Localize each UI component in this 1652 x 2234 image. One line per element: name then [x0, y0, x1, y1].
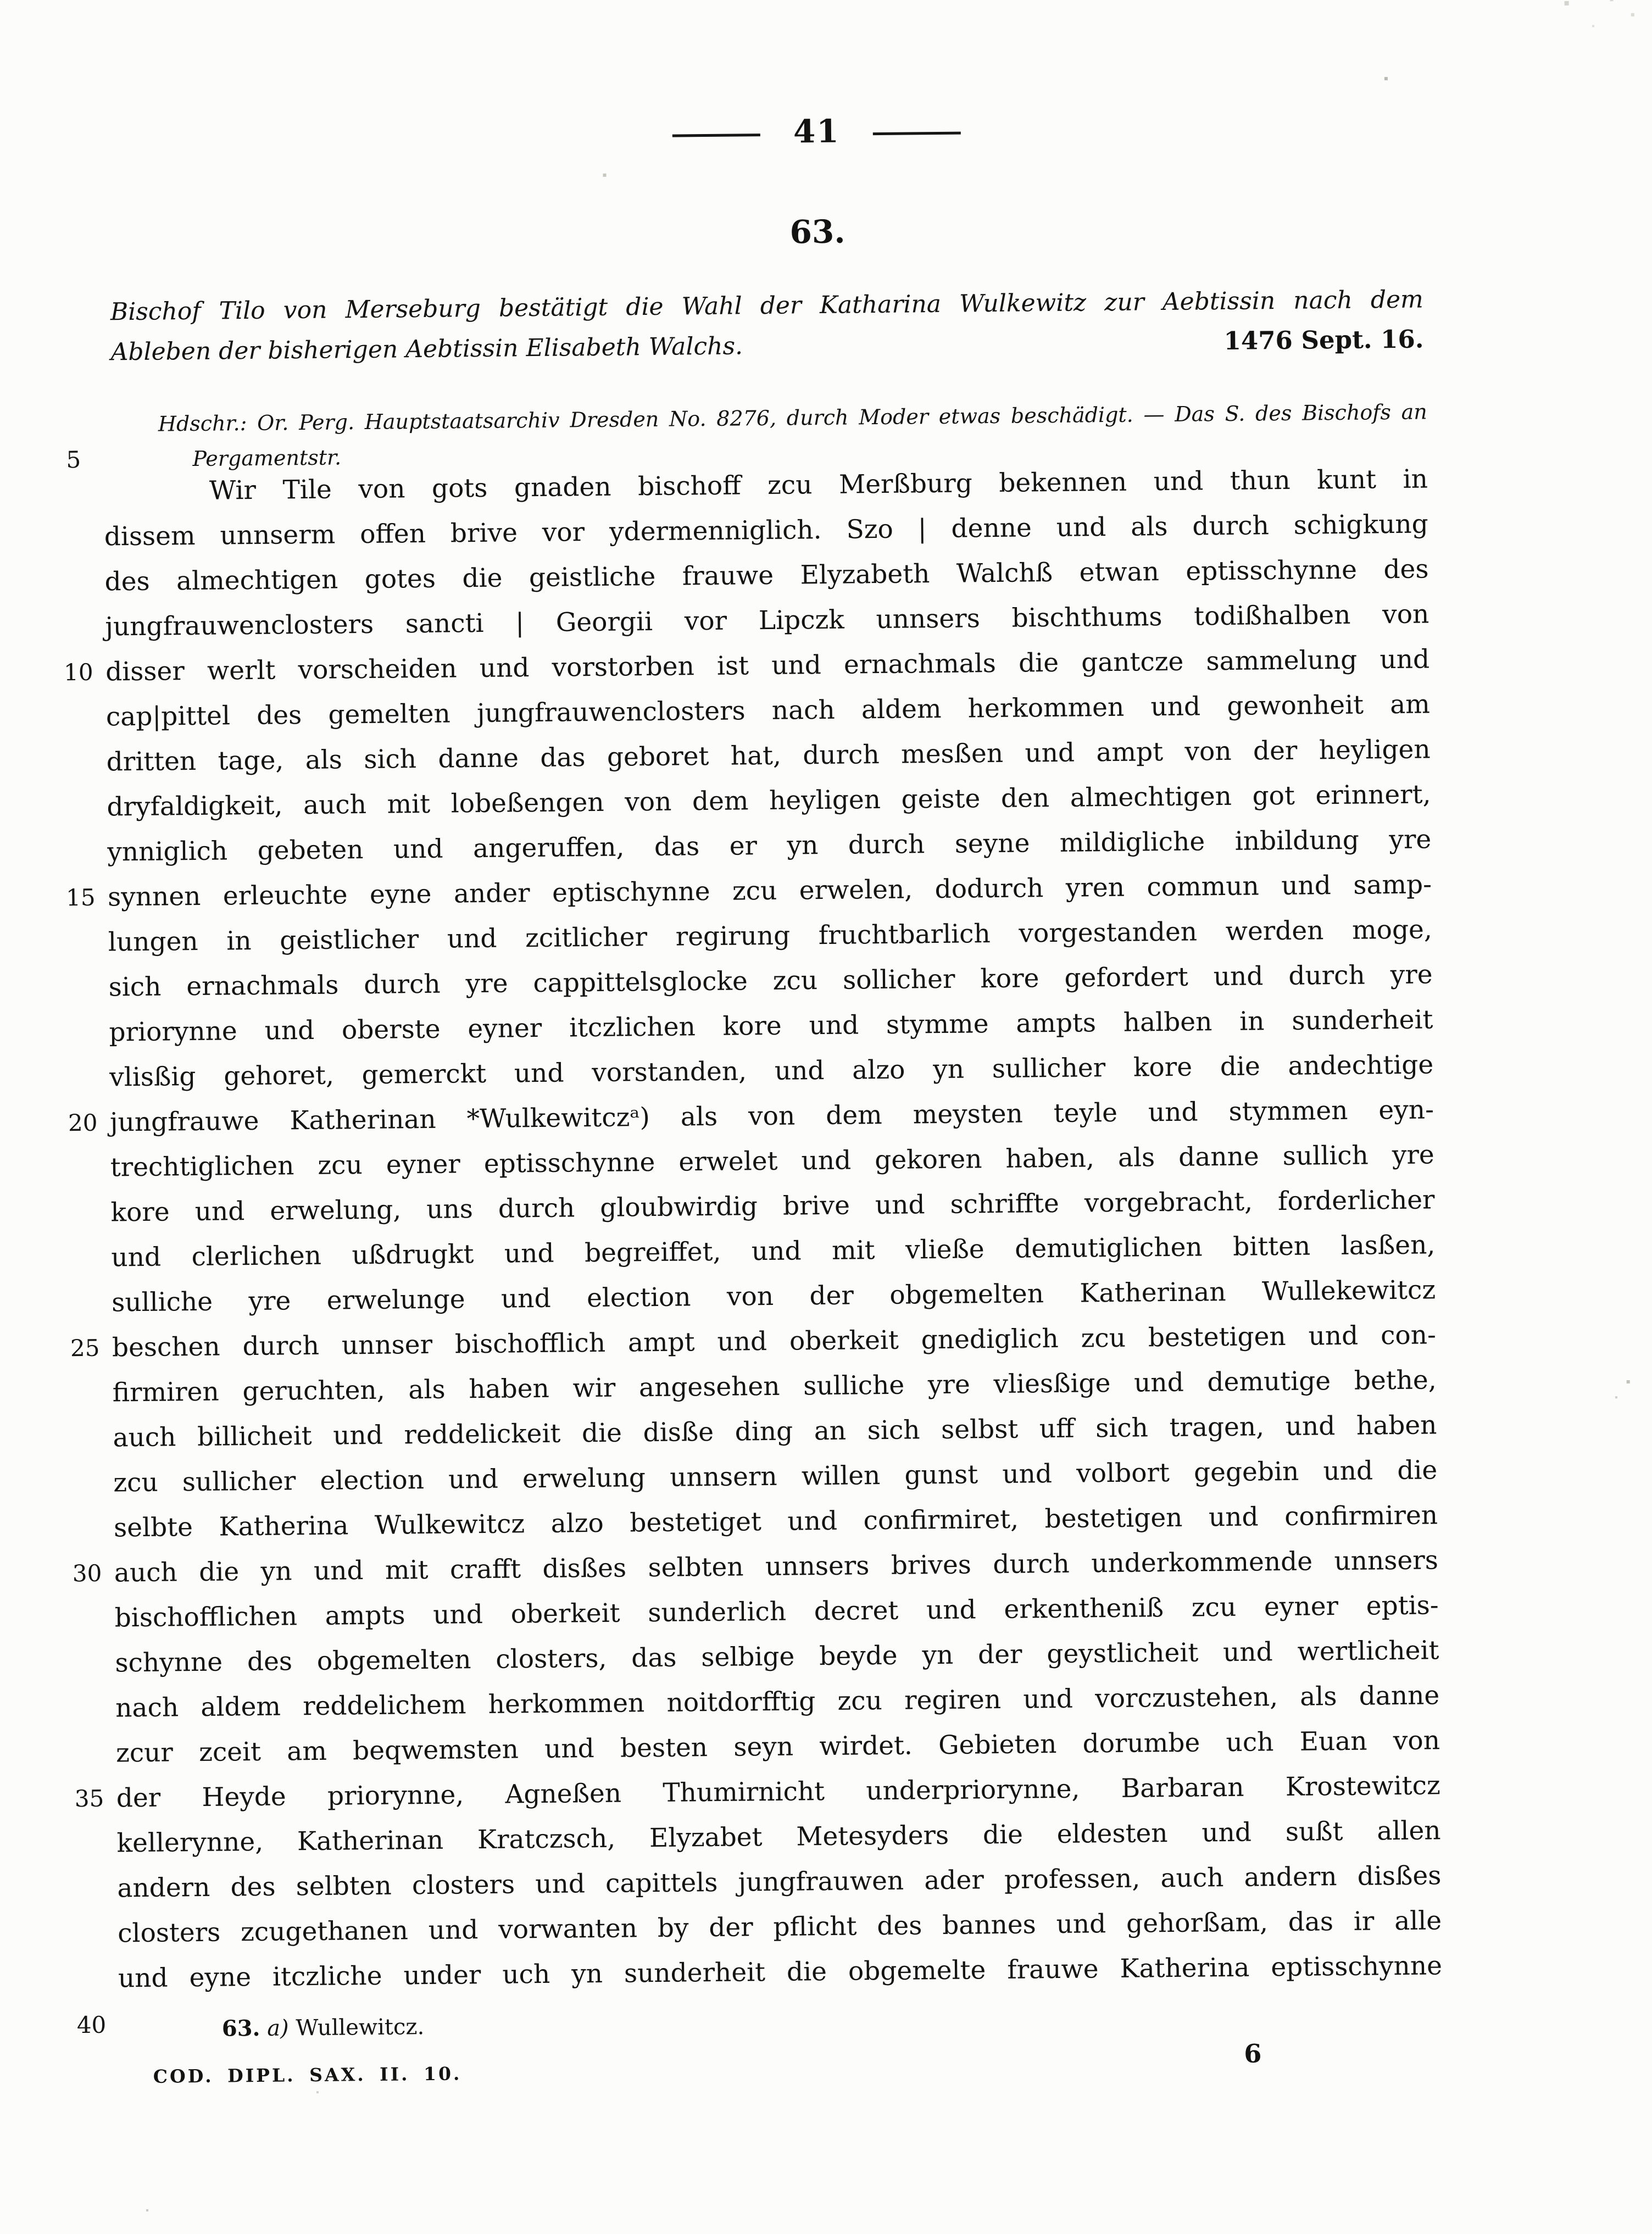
source-line-2: Pergamentstr.	[192, 445, 342, 471]
body-line-text: auch die yn und mit crafft disßes selbten unnsers brives durch underkommende unnsers	[114, 1545, 1439, 1588]
margin-line-number: 25	[70, 1334, 100, 1362]
margin-line-number: 20	[68, 1109, 98, 1137]
footnote	[76, 2004, 1443, 2042]
body-line-text: bischofflichen ampts und oberkeit sunderlich decret und erkentheniß zcu eyner eptis-	[114, 1590, 1439, 1633]
body-line-text: ynniglich gebeten und angeruffen, das er yn durch seyne mildigliche inbildung yre	[107, 824, 1432, 868]
body-line-text: dritten tage, als sich danne das geboret hat, durch mesßen und ampt von der heyligen	[106, 734, 1431, 777]
source-margin-line-number: 5	[66, 446, 81, 474]
footnote-entry-number: 63.	[221, 2015, 260, 2042]
body-line-text: cap|pittel des gemelten jungfrauwenclosters nach aldem herkommen und gewonheit am	[105, 689, 1431, 732]
footnote-letter: a)	[266, 2015, 289, 2041]
body-line-text: jungfrauwenclosters sancti | Georgii vor Lipczk unnsers bischthums todißhalben von	[105, 599, 1429, 642]
margin-line-number: 30	[72, 1559, 102, 1587]
margin-line-number: 15	[65, 883, 96, 912]
body-line-text: dryfaldigkeit, auch mit lobeßengen von dem heyligen geiste den almechtigen got erinnert,	[107, 779, 1431, 823]
footnote-line	[222, 2004, 1443, 2041]
body-line-text: trechtiglichen zcu eyner eptisschynne erwelet und gekoren haben, als danne sullich yre	[110, 1140, 1434, 1183]
charter-text	[63, 457, 1443, 2001]
body-line-text: kore und erwelung, uns durch gloubwirdig brive und schriffte vorgebracht, forderlicher	[110, 1185, 1435, 1228]
body-line-text: selbte Katherina Wulkewitcz alzo bestetiget und confirmiret, bestetigen und confirmiren	[113, 1500, 1438, 1543]
body-line-text: nach aldem reddelichem herkommen noitdorfftig zcu regiren und vorczustehen, als danne	[115, 1680, 1440, 1724]
regest-line-2-text: Ableben der bisherigen Aebtissin Elisabeth Walchs.	[110, 332, 743, 366]
footer-series-title: COD. DIPL. SAX. II. 10.	[153, 2063, 462, 2087]
page-number: 41	[793, 112, 840, 151]
body-line-text: priorynne und oberste eyner itczlichen kore und stymme ampts halben in sunderheit	[109, 1004, 1433, 1048]
body-line-text: jungfrauwe Katherinan *Wulkewitczᵃ) als von dem meysten teyle und stymmen eyn-	[109, 1094, 1434, 1138]
margin-line-number: 35	[74, 1785, 104, 1813]
body-line-text: zcur zceit am beqwemsten und besten seyn wirdet. Gebieten dorumbe uch Euan von	[115, 1725, 1440, 1769]
body-line-text: kellerynne, Katherinan Kratczsch, Elyzabet Metesyders die eldesten und sußt allen	[116, 1815, 1441, 1859]
margin-line-number: 10	[63, 658, 93, 686]
body-line-text: disser werlt vorscheiden und vorstorben ist und ernachmals die gantcze sammelung und	[105, 644, 1430, 687]
body-line-text: der Heyde priorynne, Agneßen Thumirnicht underpriorynne, Barbaran Krostewitcz	[116, 1770, 1440, 1814]
body-line-text: auch billicheit und reddelickeit die disße ding an sich selbst uff sich tragen, und haben	[113, 1410, 1437, 1453]
regest-date: 1476 Sept. 16.	[1223, 324, 1424, 355]
footnote-text: Wullewitcz.	[296, 2014, 425, 2041]
head-rule-left	[672, 134, 760, 137]
body-line-text: synnen erleuchte eyne ander eptischynne zcu erwelen, dodurch yren commun und samp-	[107, 869, 1432, 913]
body-line-text: sich ernachmals durch yre cappittelsglocke zcu sollicher kore gefordert und durch yre	[108, 959, 1433, 1003]
body-line-text: dissem unnserm offen brive vor ydermenniglich. Szo | denne und als durch schigkung	[104, 509, 1428, 552]
head-rule-right	[873, 131, 961, 135]
body-lines	[63, 457, 1443, 2001]
body-line-text: closters zcugethanen und vorwanten by der pflicht des bannes und gehorßam, das ir alle	[117, 1905, 1442, 1949]
footer-sheet-number: 6	[1244, 2038, 1262, 2069]
page-header	[0, 105, 1643, 158]
body-line-text: schynne des obgemelten closters, das selbige beyde yn der geystlicheit und wertlicheit	[115, 1635, 1439, 1679]
regest-line-1: Bischof Tilo von Merseburg bestätigt die Wahl der Katharina Wulkewitz zur Aebtissin nach dem	[110, 285, 1424, 326]
body-line-text: andern des selbten closters und capittels jungfrauwen ader professen, auch andern disßes	[117, 1860, 1442, 1904]
body-line-text: lungen in geistlicher und zcitlicher regirung fruchtbarlich vorgestanden werden moge,	[108, 914, 1433, 958]
body-line-text: vlisßig gehoret, gemerckt und vorstanden, und alzo yn sullicher kore die andechtige	[109, 1049, 1434, 1093]
body-line-text: und eyne itczliche under uch yn sunderheit die obgemelte frauwe Katherina eptisschynne	[118, 1950, 1443, 1994]
body-line-text: sulliche yre erwelunge und election von der obgemelten Katherinan Wullekewitcz	[111, 1275, 1436, 1318]
body-line-text: zcu sullicher election und erwelung unnsern willen gunst und volbort gegebin und die	[113, 1455, 1438, 1498]
source-line-1: Hdschr.: Or. Perg. Hauptstaatsarchiv Dresden No. 8276, durch Moder etwas beschädigt. — Das S. des Bischofs an	[158, 399, 1427, 436]
regest	[110, 280, 1424, 372]
body-line-text: und clerlichen ußdrugkt und begreiffet, und mit vließe demutiglichen bitten lasßen,	[111, 1230, 1436, 1273]
body-line-text: Wir Tile von gots gnaden bischoff zcu Merßburg bekennen und thun kunt in	[209, 464, 1428, 506]
body-line-text: beschen durch unnser bischofflich ampt und oberkeit gnediglich zcu bestetigen und con-	[112, 1320, 1437, 1363]
entry-number: 63.	[789, 213, 846, 251]
footnote-margin-line-number: 40	[76, 2011, 107, 2039]
body-line-text: firmiren geruchten, als haben wir angesehen sulliche yre vliesßige und demutige bethe,	[112, 1365, 1437, 1408]
body-line-text: des almechtigen gotes die geistliche frauwe Elyzabeth Walchß etwan eptisschynne des	[104, 554, 1429, 597]
